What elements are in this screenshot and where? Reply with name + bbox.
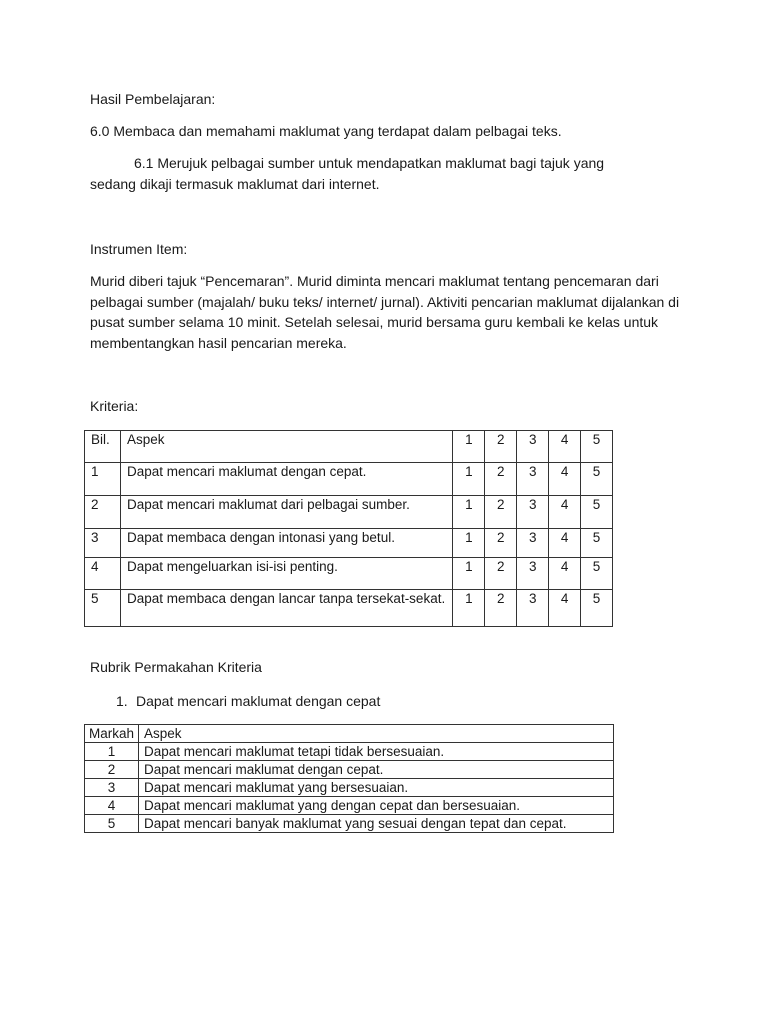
criteria-header-score-3: 3 bbox=[517, 431, 549, 463]
criteria-score: 4 bbox=[549, 463, 581, 496]
criteria-bil: 4 bbox=[85, 558, 121, 590]
criteria-row bbox=[85, 496, 613, 529]
criteria-score: 1 bbox=[453, 558, 485, 590]
substandard-line-2: sedang dikaji termasuk maklumat dari internet. bbox=[90, 176, 380, 192]
criteria-score: 2 bbox=[485, 463, 517, 496]
criteria-score: 5 bbox=[581, 529, 613, 558]
rubric-markah: 2 bbox=[85, 761, 139, 779]
criteria-score: 3 bbox=[517, 463, 549, 496]
rubric-table bbox=[84, 724, 614, 833]
criteria-score: 4 bbox=[549, 590, 581, 627]
heading-instrumen-item: Instrumen Item: bbox=[90, 241, 188, 257]
criteria-row bbox=[85, 590, 613, 627]
criteria-score: 5 bbox=[581, 496, 613, 529]
substandard-line-1: 6.1 Merujuk pelbagai sumber untuk mendapatkan maklumat bagi tajuk yang bbox=[134, 155, 605, 171]
criteria-score: 5 bbox=[581, 558, 613, 590]
criteria-header-aspek: Aspek bbox=[121, 431, 453, 463]
criteria-score: 5 bbox=[581, 463, 613, 496]
rubric-header-aspek: Aspek bbox=[139, 725, 614, 743]
criteria-score: 4 bbox=[549, 558, 581, 590]
rubric-row bbox=[85, 743, 614, 761]
criteria-score: 5 bbox=[581, 590, 613, 627]
criteria-score: 3 bbox=[517, 558, 549, 590]
rubric-header-row bbox=[85, 725, 614, 743]
rubric-row bbox=[85, 779, 614, 797]
criteria-header-score-1: 1 bbox=[453, 431, 485, 463]
criteria-row bbox=[85, 558, 613, 590]
rubric-item-title: Dapat mencari maklumat dengan cepat bbox=[136, 693, 381, 709]
criteria-aspek: Dapat mengeluarkan isi-isi penting. bbox=[121, 558, 453, 590]
rubric-row bbox=[85, 797, 614, 815]
criteria-header-score-2: 2 bbox=[485, 431, 517, 463]
criteria-score: 3 bbox=[517, 496, 549, 529]
instrumen-paragraph: Murid diberi tajuk “Pencemaran”. Murid diminta mencari maklumat tentang pencemaran dari pelbagai sumber (majalah/ buku teks/ internet/ jurnal). Aktiviti pencarian maklumat dijalankan di pusat sumber selama 10 minit. Setelah selesai, murid bersama guru kembali ke kelas untuk membentangkan hasil pencarian mereka. bbox=[90, 273, 680, 351]
rubric-markah: 4 bbox=[85, 797, 139, 815]
rubric-markah: 1 bbox=[85, 743, 139, 761]
heading-kriteria: Kriteria: bbox=[90, 398, 139, 414]
rubric-aspek: Dapat mencari maklumat tetapi tidak bersesuaian. bbox=[139, 743, 614, 761]
standard-6-0: 6.0 Membaca dan memahami maklumat yang terdapat dalam pelbagai teks. bbox=[90, 123, 562, 139]
criteria-aspek: Dapat membaca dengan lancar tanpa tersekat-sekat. bbox=[121, 590, 453, 627]
criteria-score: 1 bbox=[453, 463, 485, 496]
criteria-score: 4 bbox=[549, 529, 581, 558]
rubric-aspek: Dapat mencari maklumat yang dengan cepat dan bersesuaian. bbox=[139, 797, 614, 815]
criteria-table bbox=[84, 430, 613, 627]
criteria-header-score-4: 4 bbox=[549, 431, 581, 463]
criteria-row bbox=[85, 463, 613, 496]
rubric-item-number: 1. bbox=[116, 693, 128, 709]
heading-rubrik: Rubrik Permakahan Kriteria bbox=[90, 659, 262, 675]
rubric-row bbox=[85, 761, 614, 779]
criteria-score: 1 bbox=[453, 529, 485, 558]
criteria-score: 2 bbox=[485, 496, 517, 529]
criteria-header-bil: Bil. bbox=[85, 431, 121, 463]
criteria-score: 2 bbox=[485, 590, 517, 627]
criteria-row bbox=[85, 529, 613, 558]
rubric-aspek: Dapat mencari banyak maklumat yang sesuai dengan tepat dan cepat. bbox=[139, 815, 614, 833]
criteria-bil: 3 bbox=[85, 529, 121, 558]
criteria-score: 2 bbox=[485, 529, 517, 558]
criteria-aspek: Dapat mencari maklumat dari pelbagai sumber. bbox=[121, 496, 453, 529]
criteria-bil: 1 bbox=[85, 463, 121, 496]
criteria-header-score-5: 5 bbox=[581, 431, 613, 463]
rubric-row bbox=[85, 815, 614, 833]
rubric-header-markah: Markah bbox=[85, 725, 139, 743]
criteria-score: 4 bbox=[549, 496, 581, 529]
rubric-aspek: Dapat mencari maklumat dengan cepat. bbox=[139, 761, 614, 779]
criteria-bil: 2 bbox=[85, 496, 121, 529]
criteria-score: 3 bbox=[517, 590, 549, 627]
heading-hasil-pembelajaran: Hasil Pembelajaran: bbox=[90, 91, 216, 107]
rubric-markah: 3 bbox=[85, 779, 139, 797]
rubric-markah: 5 bbox=[85, 815, 139, 833]
rubric-aspek: Dapat mencari maklumat yang bersesuaian. bbox=[139, 779, 614, 797]
criteria-bil: 5 bbox=[85, 590, 121, 627]
criteria-aspek: Dapat membaca dengan intonasi yang betul. bbox=[121, 529, 453, 558]
criteria-score: 2 bbox=[485, 558, 517, 590]
criteria-aspek: Dapat mencari maklumat dengan cepat. bbox=[121, 463, 453, 496]
criteria-score: 1 bbox=[453, 590, 485, 627]
criteria-score: 1 bbox=[453, 496, 485, 529]
criteria-score: 3 bbox=[517, 529, 549, 558]
criteria-header-row bbox=[85, 431, 613, 463]
